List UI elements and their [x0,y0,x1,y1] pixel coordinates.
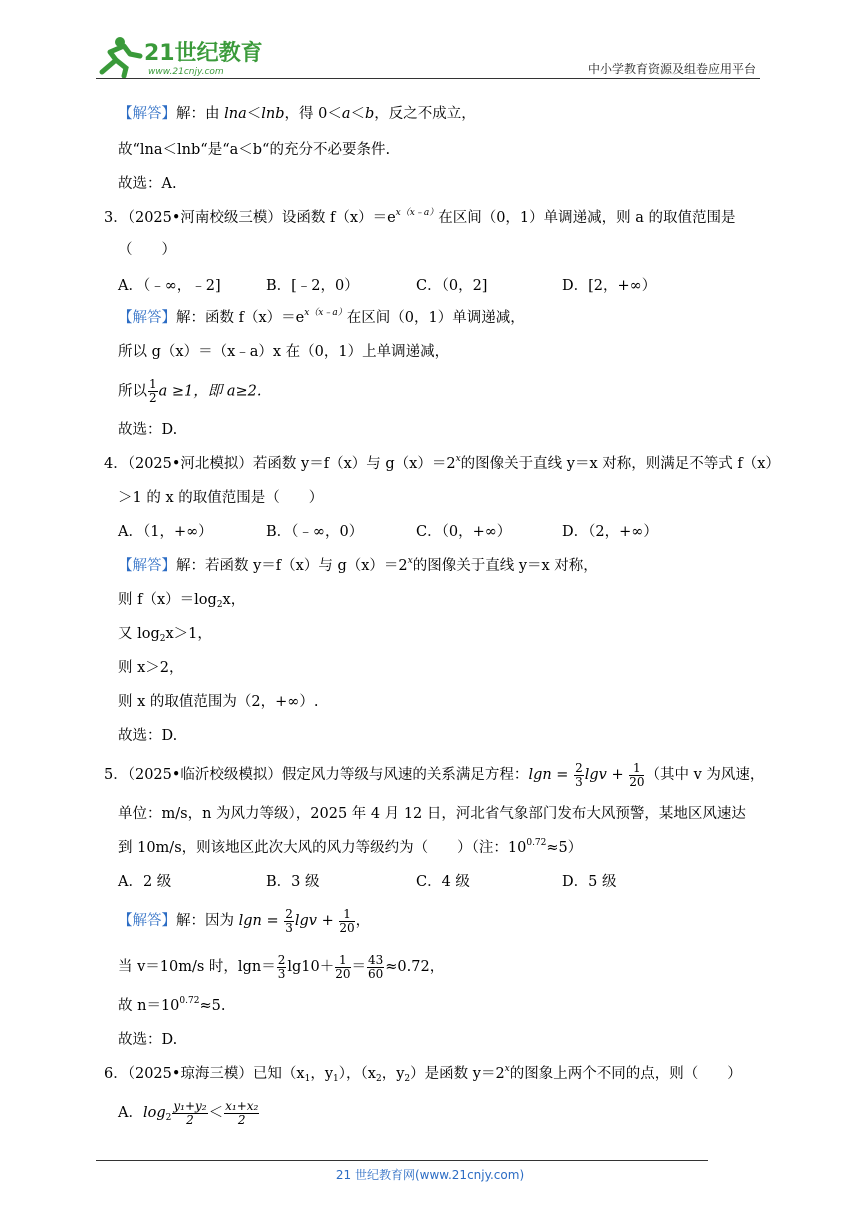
q3-answer-line-1: 【解答】解：函数 $f(x)=e^{x(x﹣a)}$在区间（0，1）单调递减， [118,308,525,326]
q4-answer-line-5: 则 x 的取值范围为（2，+∞）. [118,694,319,710]
q5-answer-line-3: 故 $n=10^{0.72}\approx 5$. [118,996,226,1014]
q5-stem-line-3: 到 10m/s，则该地区此次大风的风力等级约为（ ）（注：$10^{0.72}\approx 5$） [118,838,583,856]
runner-icon [102,37,140,76]
header-divider [96,78,760,79]
q3-option-b: B．[﹣2，0） [266,278,359,294]
q3-option-a: A．（﹣∞，﹣2] [118,278,221,294]
q3-answer-line-3: 所以 $\frac{1}{2}$ a ≥1，即 a≥2. [118,377,262,405]
logo-url-text: www.21cnjy.com [148,67,224,77]
q6-option-a: A．$\log_2$ $\frac{\text{y₁+y₂}}{2}$ ＜ $\frac{\text{x₁+x₂}}{2}$ [118,1098,259,1127]
q4-option-c: C．（0，+∞） [416,524,512,540]
q3-option-c: C．（0，2] [416,278,488,294]
q5-option-d: D．5 级 [562,874,617,890]
fraction: $\frac{1}{2}$ [149,377,157,405]
q4-answer-line-1: 【解答】解：若函数 y＝f（x）与 $g(x)=2^x$的图像关于直线 y＝x 对称， [118,556,598,574]
q3-answer-choice: 故选：D. [118,422,178,438]
q6-stem: 6．（2025•琼海三模）已知（$x_1$，$y_1$），（$x_2$，$y_2$）是函数 $y=2^x$的图象上两个不同的点，则（ ） [104,1064,742,1084]
q3-stem-line-2: （ ） [118,242,176,258]
q5-stem-line-1: 5．（2025•临沂校级模拟）假定风力等级与风速的关系满足方程：lgn = $\frac{2}{3}$ lgv + $\frac{1}{20}$ （其中 v 为风速， [104,760,765,789]
q3-answer-line-2: 所以 g（x）＝（x﹣a）x 在（0，1）上单调递减， [118,344,450,360]
q4-option-a: A．（1，+∞） [118,524,213,540]
logo-main-text: 21世纪教育 [144,41,263,66]
q5-answer-choice: 故选：D. [118,1032,178,1048]
footer-divider [96,1160,708,1161]
q4-answer-choice: 故选：D. [118,728,178,744]
q4-answer-line-3: 又 $\log_2x>1$， [118,626,212,644]
header-platform-name: 中小学教育资源及组卷应用平台 [587,62,756,76]
q4-answer-line-4: 则 x＞2， [118,660,184,676]
q5-stem-line-2: 单位：m/s，n 为风力等级），2025 年 4 月 12 日，河北省气象部门发布大风预警，某地区风速达 [118,806,746,822]
answer-tag: 【解答】 [118,106,176,122]
q3-stem-line-1: 3．（2025•河南校级三模）设函数 $f(x)=e^{x(x﹣a)}$在区间（0，1）单调递减，则 a 的取值范围是 [104,208,736,226]
q4-stem-line-2: ＞1 的 x 的取值范围是（ ） [118,490,324,506]
prev-answer-choice: 故选：A. [118,176,177,192]
prev-answer-line-1: 【解答】解：由 lna＜lnb，得 0＜a＜b，反之不成立， [118,106,476,122]
q5-option-b: B．3 级 [266,874,320,890]
q4-stem-line-1: 4．（2025•河北模拟）若函数 y＝f（x）与 $g(x)=2^x$的图像关于直线 y＝x 对称，则满足不等式 f（x） [104,454,780,472]
q5-option-c: C．4 级 [416,874,470,890]
prev-answer-line-2: 故“lna＜lnb“是“a＜b“的充分不必要条件. [118,142,391,158]
q4-option-b: B．（﹣∞，0） [266,524,364,540]
q5-answer-line-2: 当 v＝10m/s 时，lgn＝ $\frac{2}{3}$ lg10＋ $\frac{1}{20}$ ＝ $\frac{43}{60}$ ≈0.72， [118,952,445,981]
q4-option-d: D．（2，+∞） [562,524,658,540]
site-logo [96,34,266,78]
footer-site-link[interactable]: 21 世纪教育网(www.21cnjy.com) [335,1168,525,1182]
q5-option-a: A．2 级 [118,874,172,890]
q5-answer-line-1: 【解答】解：因为 lgn = $\frac{2}{3}$ lgv + $\frac{1}{20}$ ， [118,906,371,935]
q3-option-d: D．[2，+∞） [562,278,657,294]
q4-answer-line-2: 则 $f(x)=\log_2x$， [118,592,246,610]
